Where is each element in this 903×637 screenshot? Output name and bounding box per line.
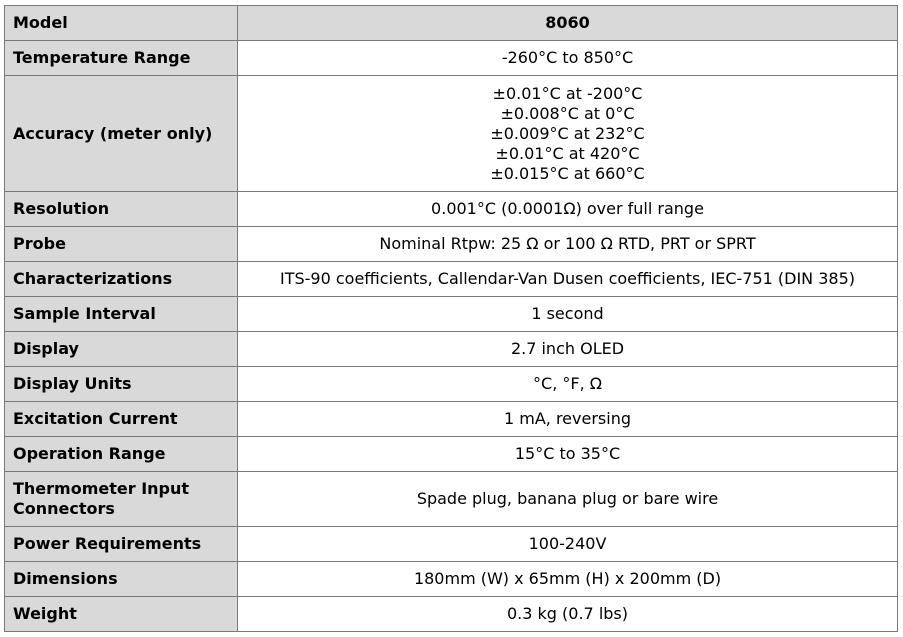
accuracy-line: ±0.01°C at 420°C xyxy=(495,143,640,163)
table-row xyxy=(5,192,898,227)
row-value: Spade plug, banana plug or bare wire xyxy=(238,472,898,527)
row-value: °C, °F, Ω xyxy=(238,367,898,402)
row-label: Accuracy (meter only) xyxy=(5,76,238,192)
row-label: Dimensions xyxy=(5,562,238,597)
row-value: 2.7 inch OLED xyxy=(238,332,898,367)
row-label: Resolution xyxy=(5,192,238,227)
table-row xyxy=(5,597,898,632)
table-row xyxy=(5,227,898,262)
row-label: Probe xyxy=(5,227,238,262)
row-label: Display xyxy=(5,332,238,367)
spec-table xyxy=(4,5,898,632)
row-label: Weight xyxy=(5,597,238,632)
table-row xyxy=(5,402,898,437)
accuracy-line: ±0.008°C at 0°C xyxy=(500,103,635,123)
accuracy-line: ±0.01°C at -200°C xyxy=(492,83,643,103)
row-value: 0.001°C (0.0001Ω) over full range xyxy=(238,192,898,227)
table-row xyxy=(5,437,898,472)
row-value: 1 second xyxy=(238,297,898,332)
table-row xyxy=(5,472,898,527)
header-label: Model xyxy=(5,6,238,41)
row-value: 180mm (W) x 65mm (H) x 200mm (D) xyxy=(238,562,898,597)
row-value: ITS-90 coefficients, Callendar-Van Dusen coefficients, IEC-751 (DIN 385) xyxy=(238,262,898,297)
row-label: Sample Interval xyxy=(5,297,238,332)
table-row xyxy=(5,262,898,297)
table-row xyxy=(5,367,898,402)
row-label: Excitation Current xyxy=(5,402,238,437)
table-row xyxy=(5,562,898,597)
header-model-value: 8060 xyxy=(238,6,898,41)
table-row xyxy=(5,297,898,332)
row-label: Operation Range xyxy=(5,437,238,472)
row-label: Power Requirements xyxy=(5,527,238,562)
table-row xyxy=(5,41,898,76)
accuracy-line: ±0.009°C at 232°C xyxy=(490,123,645,143)
row-label: Temperature Range xyxy=(5,41,238,76)
table-row xyxy=(5,332,898,367)
row-value: 0.3 kg (0.7 lbs) xyxy=(238,597,898,632)
row-label: Thermometer Input Connectors xyxy=(5,472,238,527)
row-label: Characterizations xyxy=(5,262,238,297)
row-label: Display Units xyxy=(5,367,238,402)
row-value: -260°C to 850°C xyxy=(238,41,898,76)
row-value-multiline xyxy=(238,76,898,192)
row-value: 100-240V xyxy=(238,527,898,562)
row-value: Nominal Rtpw: 25 Ω or 100 Ω RTD, PRT or SPRT xyxy=(238,227,898,262)
row-value: 15°C to 35°C xyxy=(238,437,898,472)
table-row xyxy=(5,527,898,562)
table-header-row xyxy=(5,6,898,41)
row-value: 1 mA, reversing xyxy=(238,402,898,437)
accuracy-line: ±0.015°C at 660°C xyxy=(490,163,645,183)
table-row xyxy=(5,76,898,192)
